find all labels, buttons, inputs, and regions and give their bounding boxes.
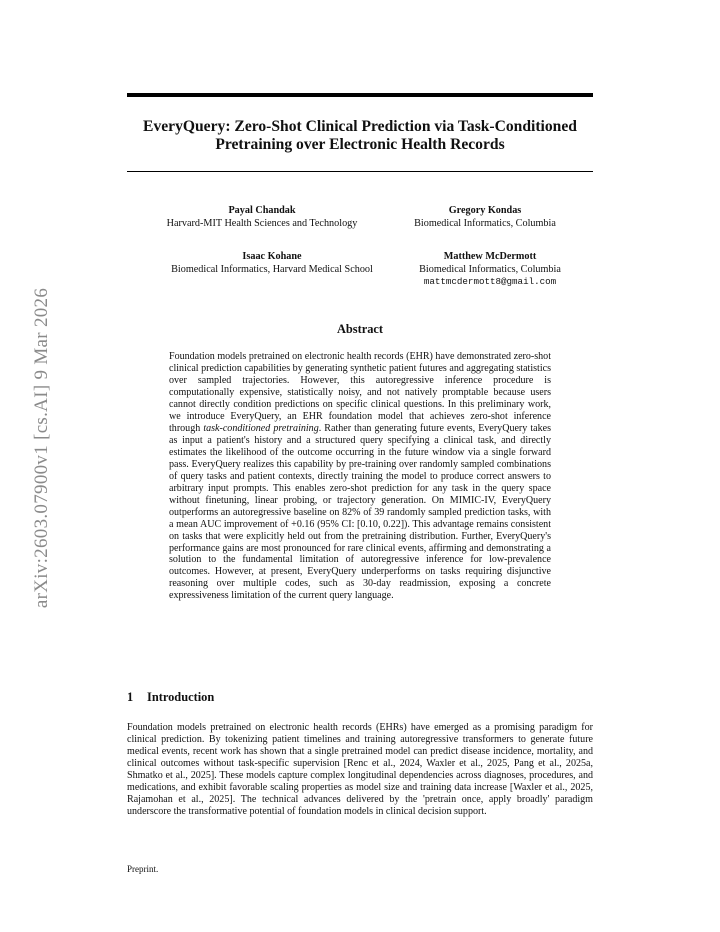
abstract-heading: Abstract <box>336 322 384 336</box>
author-affiliation: Harvard-MIT Health Sciences and Technology <box>166 217 358 229</box>
author-name: Matthew McDermott <box>443 251 537 262</box>
author-block <box>140 205 384 230</box>
author-name: Isaac Kohane <box>242 251 302 262</box>
title-rule-bottom <box>127 171 593 172</box>
author-name: Payal Chandak <box>228 205 296 216</box>
introduction-paragraph: Foundation models pretrained on electronic health records (EHRs) have emerged as a promising paradigm for clinical prediction. By tokenizing patient timelines and training autoregressive transformers to generate future medical events, recent work has shown that a single pretrained model can predict disease incidence, mortality, and clinical outcomes without task-specific supervision [Renc et al., 2024, Waxler et al., 2025, Pang et al., 2025a, Shmatko et al., 2025]. These models capture complex longitudinal dependencies across diagnoses, procedures, and medications, and exhibit favorable scaling properties as model size and training data increase [Waxler et al., 2025, Rajamohan et al., 2025]. The technical advances delivered by the 'pretrain once, apply broadly' paradigm underscore the transformative potential of foundation models in clinical decision support. <box>127 722 593 817</box>
abstract-part-2: . Rather than generating future events, EveryQuery takes as input a patient's history and a structured query specifying a clinical task, and directly estimates the likelihood of the outcome occurring in the future window via a single forward pass. EveryQuery realizes this capability by pre-training over randomly sampled combinations of query tasks and patient contexts, directly training the model to produce correct answers to arbitrary input prompts. This enables zero-shot prediction for any task in the query space without finetuning, linear probing, or trajectory generation. On MIMIC-IV, EveryQuery outperforms an autoregressive baseline on 82% of 39 randomly sampled prediction tasks, with a mean AUC improvement of +0.16 (95% CI: [0.10, 0.22]). This advantage remains consistent on tasks that were explicitly held out from the pretraining distribution. Further, EveryQuery's performance gains are most pronounced for rare clinical events, affirming and demonstrating a solution to the fundamental limitation of autoregressive inference for low-prevalence outcomes. However, at present, EveryQuery underperforms on tasks requiring disjunctive reasoning over multiple codes, such as 30-day readmission, exposing a concrete expressiveness limitation of the current query language. <box>169 422 551 602</box>
author-name: Gregory Kondas <box>448 205 522 216</box>
section-number: 1 <box>127 690 134 704</box>
abstract-part-1: Foundation models pretrained on electronic health records (EHR) have demonstrated zero-shot clinical prediction capabilities by generating synthetic patient futures and aggregating statistics over sampled trajectories. However, this autoregressive inference procedure is computationally expensive, statistically noisy, and not natively promptable because users cannot directly condition predictions on specific clinical questions. In this preliminary work, we introduce EveryQuery, an EHR foundation model that achieves zero-shot inference through <box>169 351 551 434</box>
author-affiliation: Biomedical Informatics, Columbia <box>414 217 556 229</box>
title-rule-top <box>127 93 593 97</box>
author-affiliation: Biomedical Informatics, Columbia <box>419 263 561 275</box>
arxiv-sidebar <box>32 268 52 628</box>
author-block <box>390 205 580 230</box>
section-title: Introduction <box>147 690 215 704</box>
abstract-emphasis: task-conditioned pretraining <box>203 422 319 434</box>
section-heading-introduction <box>127 690 593 705</box>
author-affiliation: Biomedical Informatics, Harvard Medical School <box>171 263 373 275</box>
abstract-text <box>169 351 551 602</box>
paper-title: EveryQuery: Zero-Shot Clinical Prediction via Task-Conditioned Pretraining over Electronic Health Records <box>143 118 577 153</box>
arxiv-identifier[interactable]: arXiv:2603.07900v1 [cs.AI] 9 Mar 2026 <box>31 287 52 609</box>
footer-note: Preprint. <box>127 864 159 874</box>
author-block <box>140 251 404 276</box>
author-block <box>390 251 590 289</box>
author-email[interactable]: mattmcdermott8@gmail.com <box>423 276 557 288</box>
